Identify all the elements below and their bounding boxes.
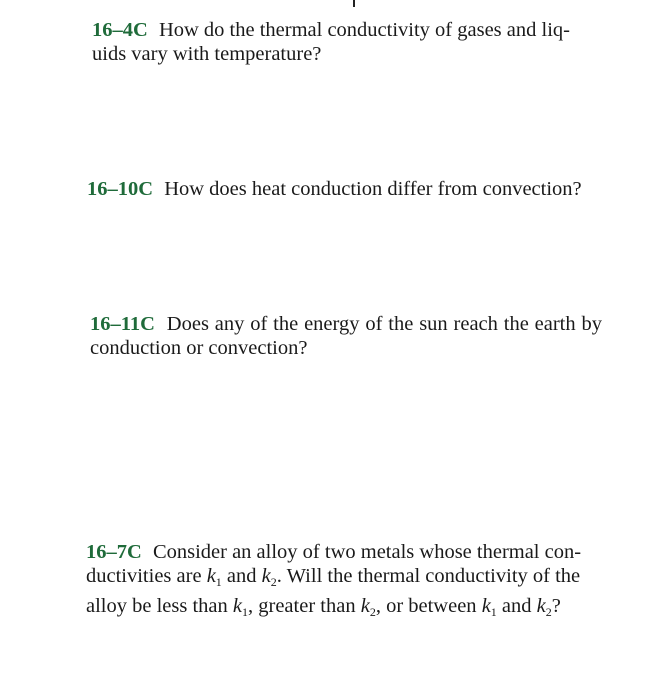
problem-number: 16–10C	[87, 178, 154, 200]
problem-number: 16–4C	[92, 19, 148, 41]
problem-16-7c	[86, 540, 600, 624]
problem-text: How does heat conduction differ from convection?	[164, 178, 582, 200]
page-top-tick-mark	[353, 0, 355, 7]
problem-text: Does any of the energy of the sun reach the earth by conduction or convection?	[90, 313, 602, 359]
problem-16-11c	[90, 312, 602, 360]
problem-16-4c	[92, 18, 588, 66]
problem-text: How do the thermal conductivity of gases and liq- uids vary with temperature?	[92, 19, 570, 65]
problem-number: 16–11C	[90, 313, 155, 335]
problem-16-10c	[87, 177, 607, 201]
problem-text: Consider an alloy of two metals whose thermal con- ductivities are $k_1$ and $k_2$. Will the thermal conductivity of the alloy be less than $k_1$, greater than $k_2$, or between $k_1$ and $k_2$?	[86, 541, 582, 619]
problem-number: 16–7C	[86, 541, 142, 563]
